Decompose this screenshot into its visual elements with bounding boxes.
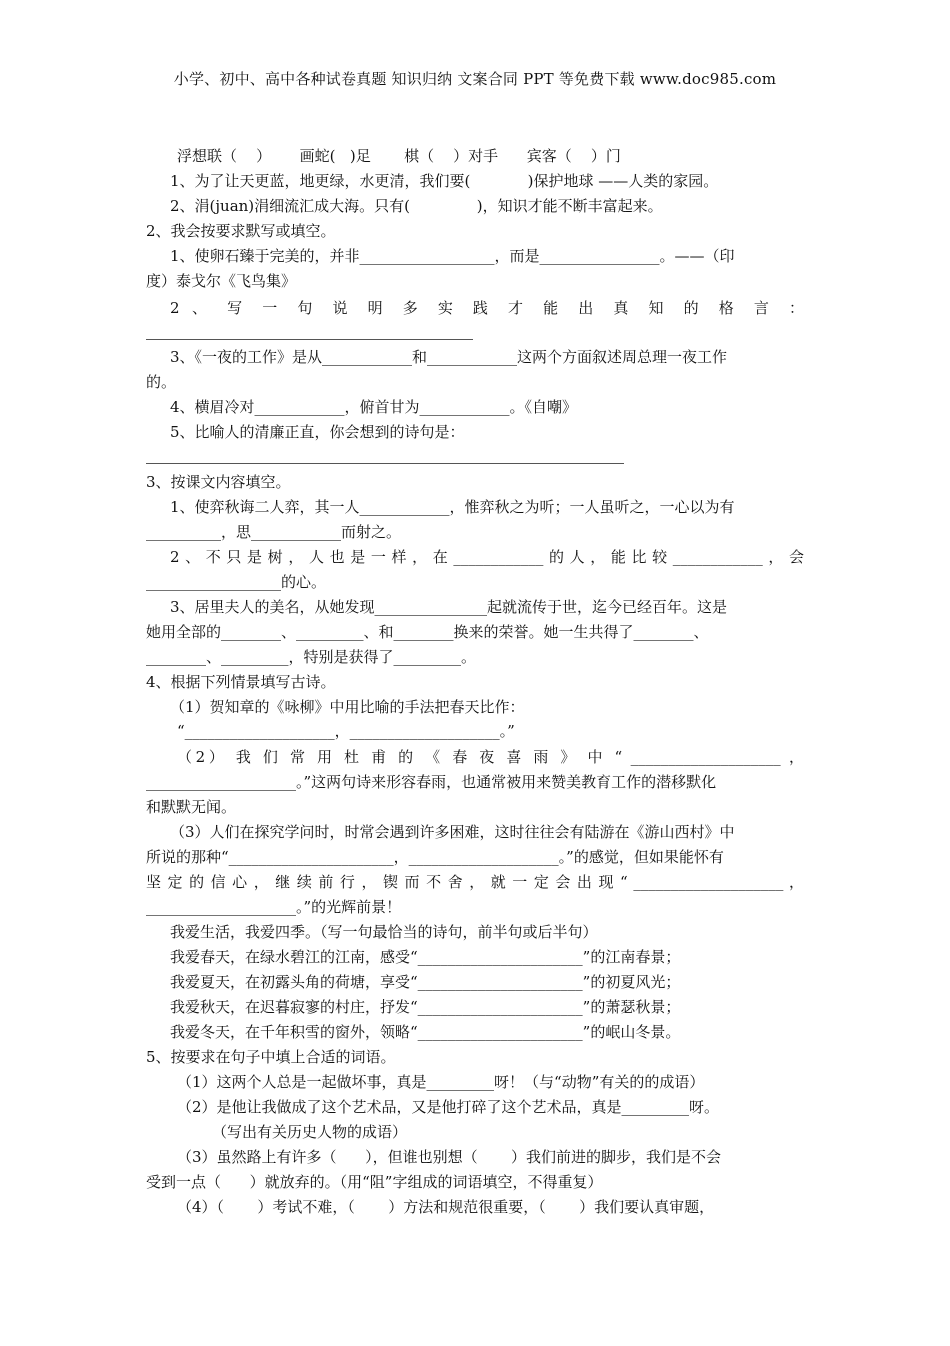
- page-header: 小学、初中、高中各种试卷真题 知识归纳 文案合同 PPT 等免费下载 www.doc985.com: [173, 70, 777, 88]
- text-line: 和默默无闻。: [146, 798, 237, 816]
- text-line: 我爱生活，我爱四季。（写一句最恰当的诗句，前半句或后半句）: [170, 923, 598, 941]
- text-line: （写出有关历史人物的成语）: [212, 1123, 408, 1141]
- text-line: 1、使卵石臻于完美的，并非__________________，而是________________。——（印: [170, 247, 735, 265]
- section-heading: 3、按课文内容填空。: [146, 473, 291, 491]
- text-line: ________、_________，特别是获得了_________。: [146, 648, 477, 666]
- text-line: 3、居里夫人的美名，从她发现_______________起就流传于世，迄今已经百年。这是: [170, 598, 728, 616]
- text-line: 我爱秋天，在迟暮寂寥的村庄，抒发“______________________”的萧瑟秋景；: [170, 998, 681, 1016]
- text-line: ____________________。”的光辉前景！: [146, 898, 402, 916]
- text-line: “____________________，____________________。”: [177, 722, 515, 740]
- answer-line: [146, 463, 624, 464]
- text-line: ____________________。”这两句诗来形容春雨，也通常被用来赞美教育工作的潜移默化: [146, 773, 717, 791]
- text-line: （4）（ ）考试不难，（ ）方法和规范很重要，（ ）我们要认真审题，: [177, 1198, 715, 1216]
- text-line: （3）虽然路上有许多（ ），但谁也别想（ ）我们前进的脚步，我们是不会: [177, 1148, 722, 1166]
- text-line: （1）这两个人总是一起做坏事，真是_________呀！（与“动物”有关的的成语）: [177, 1073, 705, 1091]
- section-heading: 5、按要求在句子中填上合适的词语。: [146, 1048, 396, 1066]
- text-line: （2） 我 们 常 用 杜 甫 的 《 春 夜 喜 雨 》 中 “ ____________________ ，: [177, 748, 804, 766]
- text-line: （3）人们在探究学问时，时常会遇到许多困难，这时往往会有陆游在《游山西村》中: [170, 823, 735, 841]
- text-line: 1、为了让天更蓝，地更绿，水更清，我们要( )保护地球 ——人类的家园。: [170, 172, 719, 190]
- text-line: 1、使弈秋诲二人弈，其一人____________，惟弈秋之为听；一人虽听之，一心以为有: [170, 498, 735, 516]
- text-line: __________，思____________而射之。: [146, 523, 402, 541]
- text-line: 3、《一夜的工作》是从____________和____________这两个方面叙述周总理一夜工作: [170, 348, 728, 366]
- section-heading: 4、根据下列情景填写古诗。: [146, 673, 336, 691]
- text-line: 2、不只是树，人也是一样，在____________的人，能比较____________，会: [170, 548, 804, 566]
- answer-line: [146, 339, 473, 340]
- text-line: （1）贺知章的《咏柳》中用比喻的手法把春天比作：: [170, 698, 525, 716]
- text-line: 4、横眉冷对____________，俯首甘为____________。《自嘲》: [170, 398, 578, 416]
- text-line: 我爱冬天，在千年积雪的窗外，领略“______________________”的岷山冬景。: [170, 1023, 681, 1041]
- text-line: 我爱春天，在绿水碧江的江南，感受“______________________”的江南春景；: [170, 948, 681, 966]
- text-line: __________________的心。: [146, 573, 327, 591]
- text-line: 的。: [146, 373, 177, 391]
- text-line: 2 、 写 一 句 说 明 多 实 践 才 能 出 真 知 的 格 言 ：: [170, 299, 804, 317]
- text-line: （2）是他让我做成了这个艺术品，又是他打碎了这个艺术品，真是_________呀。: [177, 1098, 720, 1116]
- text-line: 5、比喻人的清廉正直，你会想到的诗句是：: [170, 423, 465, 441]
- text-line: 浮想联（ ） 画蛇( )足 棋（ ）对手 宾客（ ）门: [177, 147, 621, 165]
- text-line: 受到一点（ ）就放弃的。（用“阻”字组成的词语填空，不得重复）: [146, 1173, 603, 1191]
- section-heading: 2、我会按要求默写或填空。: [146, 222, 336, 240]
- text-line: 所说的那种“______________________，____________________。”的感觉，但如果能怀有: [146, 848, 724, 866]
- text-line: 2、涓(juan)涓细流汇成大海。只有( )，知识才能不断丰富起来。: [170, 197, 663, 215]
- text-line: 坚 定 的 信 心 ， 继 续 前 行 ， 锲 而 不 舍 ， 就 一 定 会 出 现 “ ____________________ ，: [146, 873, 804, 891]
- text-line: 她用全部的________、_________、和________换来的荣誉。她一生共得了________、: [146, 623, 709, 641]
- text-line: 我爱夏天，在初露头角的荷塘，享受“______________________”的初夏风光；: [170, 973, 681, 991]
- text-line: 度）泰戈尔《飞鸟集》: [146, 272, 297, 290]
